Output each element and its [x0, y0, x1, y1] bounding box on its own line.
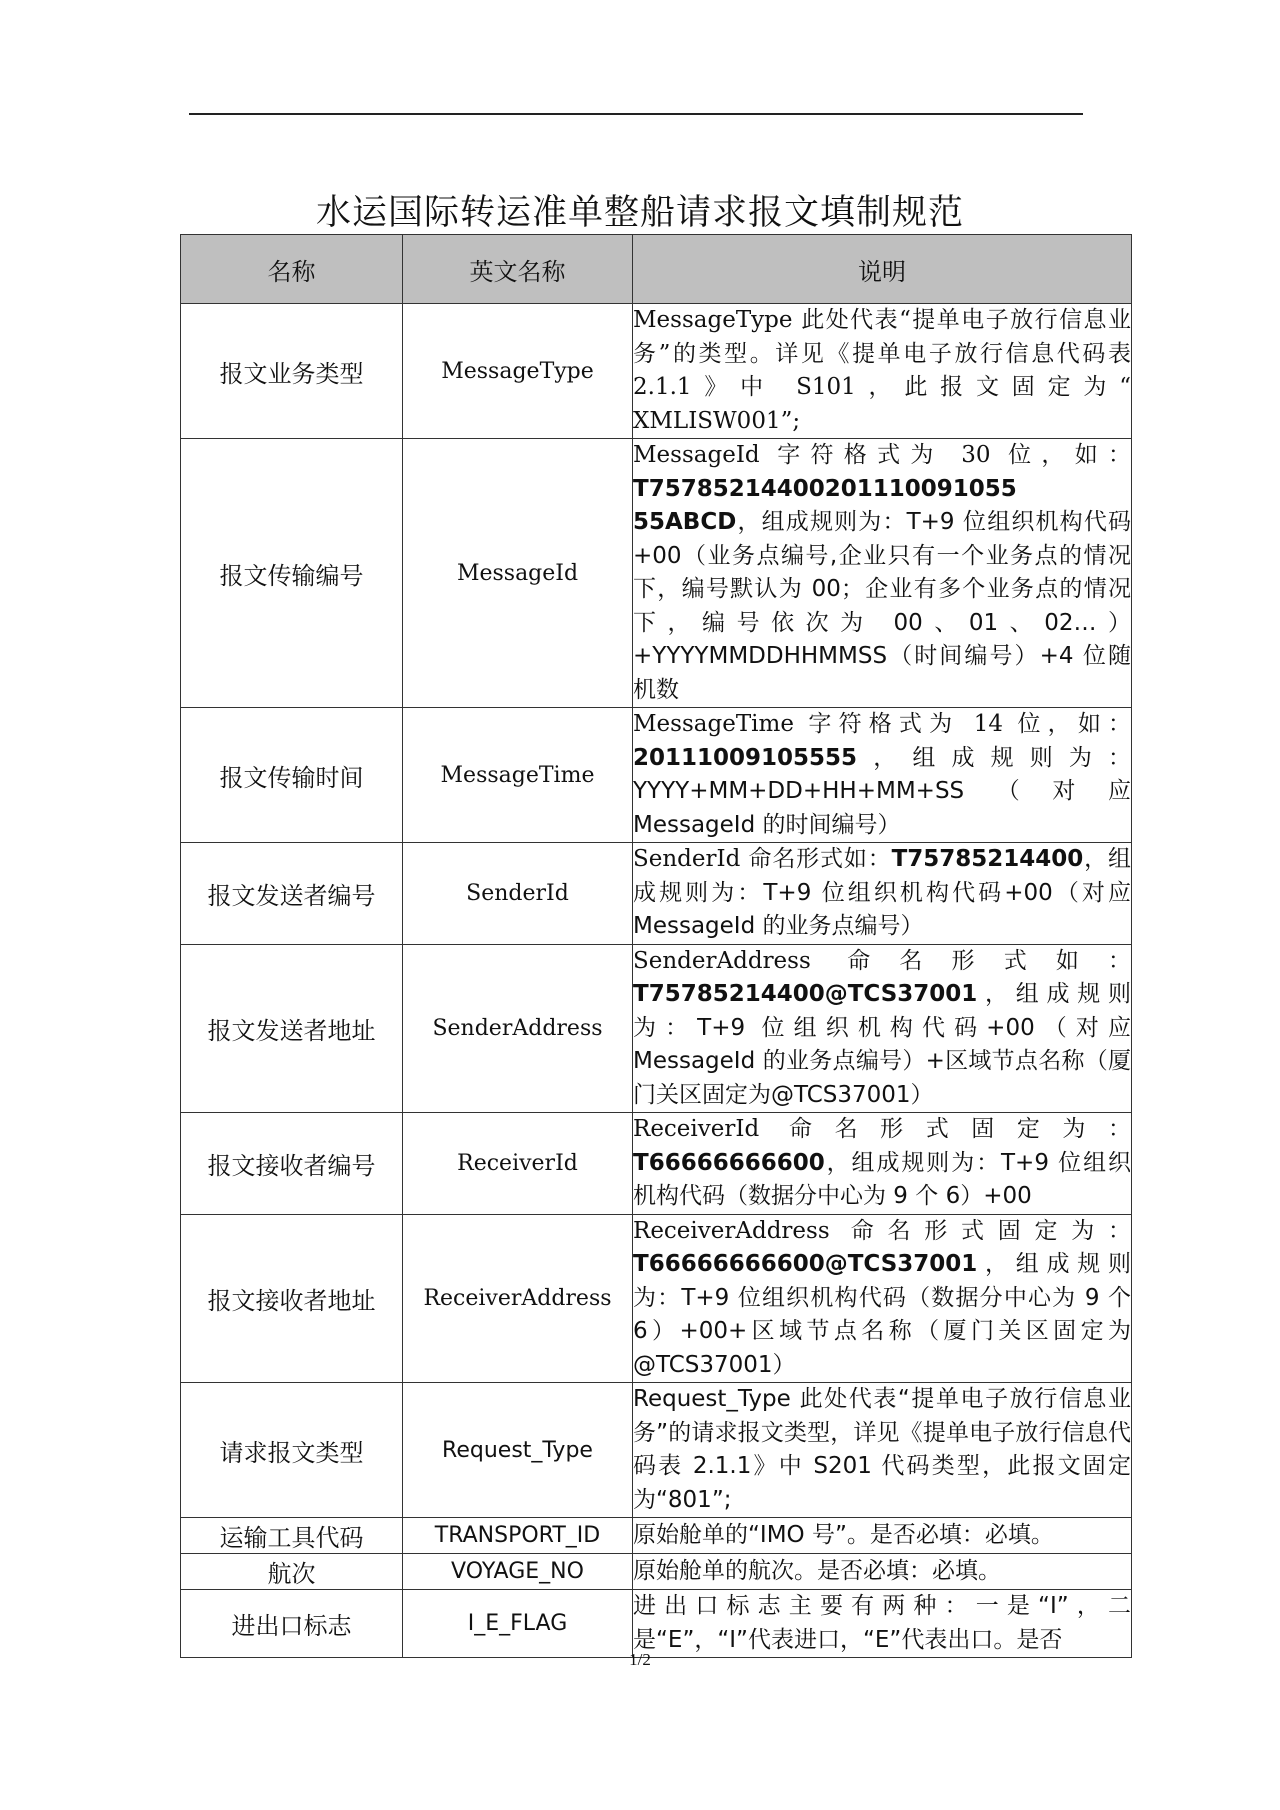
cell-name: 报文业务类型 — [181, 304, 403, 439]
table-row — [181, 1383, 1132, 1518]
table-row — [181, 843, 1132, 945]
cell-name: 报文传输编号 — [181, 439, 403, 708]
cell-name: 报文发送者地址 — [181, 944, 403, 1113]
cell-desc — [633, 304, 1132, 439]
cell-desc — [633, 439, 1132, 708]
table-row — [181, 708, 1132, 843]
cell-en: VOYAGE_NO — [403, 1554, 633, 1590]
cell-en: TRANSPORT_ID — [403, 1518, 633, 1554]
cell-name: 报文接收者编号 — [181, 1113, 403, 1215]
cell-desc — [633, 1383, 1132, 1518]
header-rule — [189, 113, 1083, 115]
desc-text: ReceiverAddress 命名形式固定为： — [633, 1217, 1131, 1244]
desc-text: 进出口标志主要有两种：一是“I”，二是“E”，“I”代表进口，“E”代表出口。是否 — [633, 1593, 1131, 1653]
desc-text: ，组成规则为：T+9 位组织机构代码（数据分中心为 9 个 6）+00+区域节点名称（厦门关区固定为@TCS37001） — [633, 1251, 1131, 1378]
cell-desc — [633, 843, 1132, 945]
desc-text: ，组成规则为：T+9 位组织机构代码+00（对应 MessageId 的业务点编号） — [633, 846, 1131, 939]
cell-en: SenderAddress — [403, 944, 633, 1113]
cell-desc — [633, 708, 1132, 843]
cell-en: I_E_FLAG — [403, 1590, 633, 1658]
cell-name: 请求报文类型 — [181, 1383, 403, 1518]
page-number: 1/2 — [629, 1650, 651, 1669]
cell-en: ReceiverAddress — [403, 1214, 633, 1383]
table-row — [181, 944, 1132, 1113]
cell-desc — [633, 1590, 1132, 1658]
table-row — [181, 439, 1132, 708]
cell-name: 报文传输时间 — [181, 708, 403, 843]
desc-text: 原始舱单的“IMO 号”。是否必填：必填。 — [633, 1521, 1054, 1548]
desc-example: T66666666600 — [633, 1149, 825, 1176]
table-row — [181, 1113, 1132, 1215]
header-name: 名称 — [181, 235, 403, 304]
spec-table — [180, 234, 1132, 1658]
cell-en: MessageType — [403, 304, 633, 439]
cell-name: 航次 — [181, 1554, 403, 1590]
desc-text: ，组成规则为：YYYY+MM+DD+HH+MM+SS（对应 MessageId 的时间编号） — [633, 744, 1131, 838]
table-row — [181, 304, 1132, 439]
table-row — [181, 1554, 1132, 1590]
cell-en: MessageId — [403, 439, 633, 708]
cell-name: 进出口标志 — [181, 1590, 403, 1658]
cell-en: MessageTime — [403, 708, 633, 843]
header-en-name: 英文名称 — [403, 235, 633, 304]
cell-desc — [633, 1214, 1132, 1383]
cell-en: Request_Type — [403, 1383, 633, 1518]
desc-text: ，组成规则为：T+9 位组织机构代码（数据分中心为 9 个 6）+00 — [633, 1149, 1131, 1209]
desc-text: MessageTime 字符格式为 14 位，如： — [633, 711, 1131, 737]
table-row — [181, 1590, 1132, 1658]
desc-example: T75785214400@TCS37001 — [633, 981, 978, 1007]
desc-text: ReceiverId 命名形式固定为： — [633, 1116, 1131, 1142]
table-row — [181, 1214, 1132, 1383]
desc-example: 20111009105555 — [633, 744, 858, 771]
cell-desc — [633, 1518, 1132, 1554]
desc-text: MessageId 字符格式为 30 位，如： — [633, 442, 1131, 468]
cell-en: SenderId — [403, 843, 633, 945]
desc-text: Request_Type 此处代表“提单电子放行信息业务”的请求报文类型，详见《提单电子放行信息代码表 2.1.1》中 S201 代码类型，此报文固定为“801”; — [633, 1386, 1131, 1513]
desc-text: 原始舱单的航次。是否必填：必填。 — [633, 1557, 1001, 1584]
desc-example: T66666666600@TCS37001 — [633, 1251, 978, 1277]
desc-text: SenderAddress 命名形式如： — [633, 947, 1131, 974]
table-row — [181, 1518, 1132, 1554]
desc-text: SenderId 命名形式如： — [633, 846, 892, 872]
cell-en: ReceiverId — [403, 1113, 633, 1215]
table-header-row — [181, 235, 1132, 304]
desc-text: ，组成规则为：T+9 位组织机构代码+00（业务点编号,企业只有一个业务点的情况下，编号默认为 00；企业有多个业务点的情况下，编号依次为 00、01、02…）+YYYYMMDDHHMMSS（时间编号）+4 位随机数 — [633, 509, 1131, 703]
desc-example: T75785214400 — [891, 846, 1084, 872]
cell-desc — [633, 944, 1132, 1113]
page-title: 水运国际转运准单整船请求报文填制规范 — [315, 193, 964, 234]
cell-name: 报文发送者编号 — [181, 843, 403, 945]
desc-example: T75785214400201110091055 55ABCD — [633, 475, 1017, 535]
cell-desc — [633, 1554, 1132, 1590]
cell-desc — [633, 1113, 1132, 1215]
desc-text: ，组成规则为：T+9 位组织机构代码+00（对应 MessageId 的业务点编号）+区域节点名称（厦门关区固定为@TCS37001） — [633, 981, 1131, 1108]
cell-name: 运输工具代码 — [181, 1518, 403, 1554]
header-desc: 说明 — [633, 235, 1132, 304]
desc-text: MessageType 此处代表“提单电子放行信息业务”的类型。详见《提单电子放行信息代码表 2.1.1》中 S101，此报文固定为“ XMLISW001”; — [633, 307, 1131, 434]
cell-name: 报文接收者地址 — [181, 1214, 403, 1383]
